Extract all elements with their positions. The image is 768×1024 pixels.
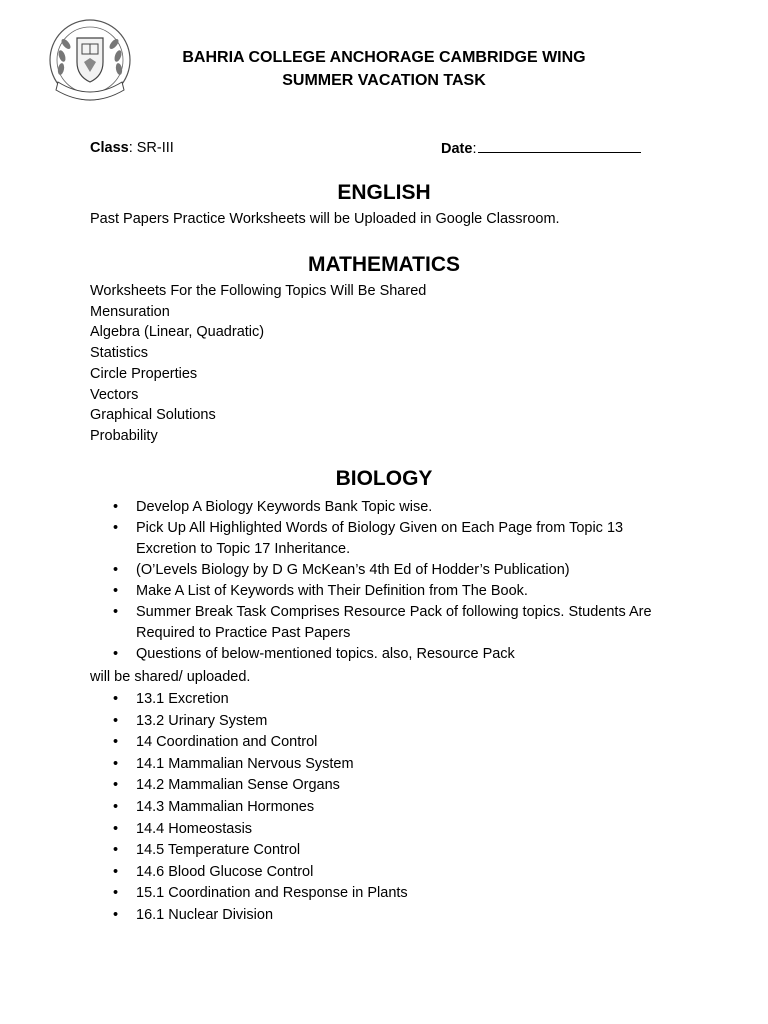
- math-line: Graphical Solutions: [90, 407, 216, 424]
- bullet-line: • Pick Up All Highlighted Words of Biology Given on Each Page from Topic 13: [136, 520, 624, 536]
- math-line: Algebra (Linear, Quadratic): [90, 324, 265, 341]
- list-item: • 13.2 Urinary System: [90, 711, 690, 733]
- task-title: SUMMER VACATION TASK: [282, 72, 486, 89]
- list-item: [90, 602, 690, 644]
- math-line: Statistics: [90, 345, 149, 362]
- school-name: BAHRIA COLLEGE ANCHORAGE CAMBRIDGE WING: [182, 49, 586, 66]
- list-item: • 14.6 Blood Glucose Control: [90, 862, 690, 884]
- math-line: Circle Properties: [90, 365, 198, 382]
- date-colon: :: [472, 141, 477, 157]
- bullet-line: • (O’Levels Biology by D G McKean’s 4th Ed of Hodder’s Publication): [136, 562, 570, 578]
- list-item: [90, 560, 690, 581]
- bullet-line: • Make A List of Keywords with Their Definition from The Book.: [136, 583, 528, 599]
- bullet-line: Required to Practice Past Papers: [136, 625, 351, 641]
- date-field: [441, 138, 641, 159]
- biology-topic-list: [90, 689, 690, 927]
- math-line: Worksheets For the Following Topics Will Be Shared: [90, 283, 427, 299]
- list-item: • 14.4 Homeostasis: [90, 819, 690, 841]
- list-item: [90, 497, 690, 518]
- mathematics-heading: MATHEMATICS: [307, 253, 461, 276]
- list-item: [90, 644, 690, 665]
- biology-task-list: [90, 497, 690, 665]
- english-heading: ENGLISH: [337, 181, 431, 204]
- class-date-row: [90, 138, 690, 158]
- list-item: • 14.3 Mammalian Hormones: [90, 797, 690, 819]
- bullet-line: • Develop A Biology Keywords Bank Topic wise.: [136, 499, 433, 515]
- date-blank-line: [478, 138, 641, 153]
- list-item: • 14.2 Mammalian Sense Organs: [90, 775, 690, 797]
- class-label: Class: [90, 140, 129, 156]
- math-line: Probability: [90, 427, 158, 444]
- list-item: • 15.1 Coordination and Response in Plants: [90, 883, 690, 905]
- math-line: Mensuration: [90, 303, 170, 320]
- biology-heading: BIOLOGY: [335, 467, 433, 490]
- bullet-line: • Summer Break Task Comprises Resource Pack of following topics. Students Are: [136, 604, 652, 620]
- bullet-line: Excretion to Topic 17 Inheritance.: [136, 541, 351, 557]
- date-label: Date: [441, 141, 473, 157]
- list-item: • 16.1 Nuclear Division: [90, 905, 690, 927]
- list-item: • 14 Coordination and Control: [90, 732, 690, 754]
- english-text: Past Papers Practice Worksheets will be Uploaded in Google Classroom.: [90, 211, 560, 227]
- list-item: [90, 581, 690, 602]
- biology-continuation-text: will be shared/ uploaded.: [90, 669, 251, 685]
- list-item: • 13.1 Excretion: [90, 689, 690, 711]
- list-item: • 14.5 Temperature Control: [90, 840, 690, 862]
- list-item: • 14.1 Mammalian Nervous System: [90, 754, 690, 776]
- class-value: : SR-III: [128, 140, 174, 156]
- class-field: [90, 138, 174, 158]
- list-item: [90, 518, 690, 560]
- mathematics-topic-list: [90, 281, 426, 447]
- bullet-line: • Questions of below-mentioned topics. also, Resource Pack: [136, 646, 515, 662]
- math-line: Vectors: [90, 386, 139, 403]
- document-header: [0, 46, 768, 92]
